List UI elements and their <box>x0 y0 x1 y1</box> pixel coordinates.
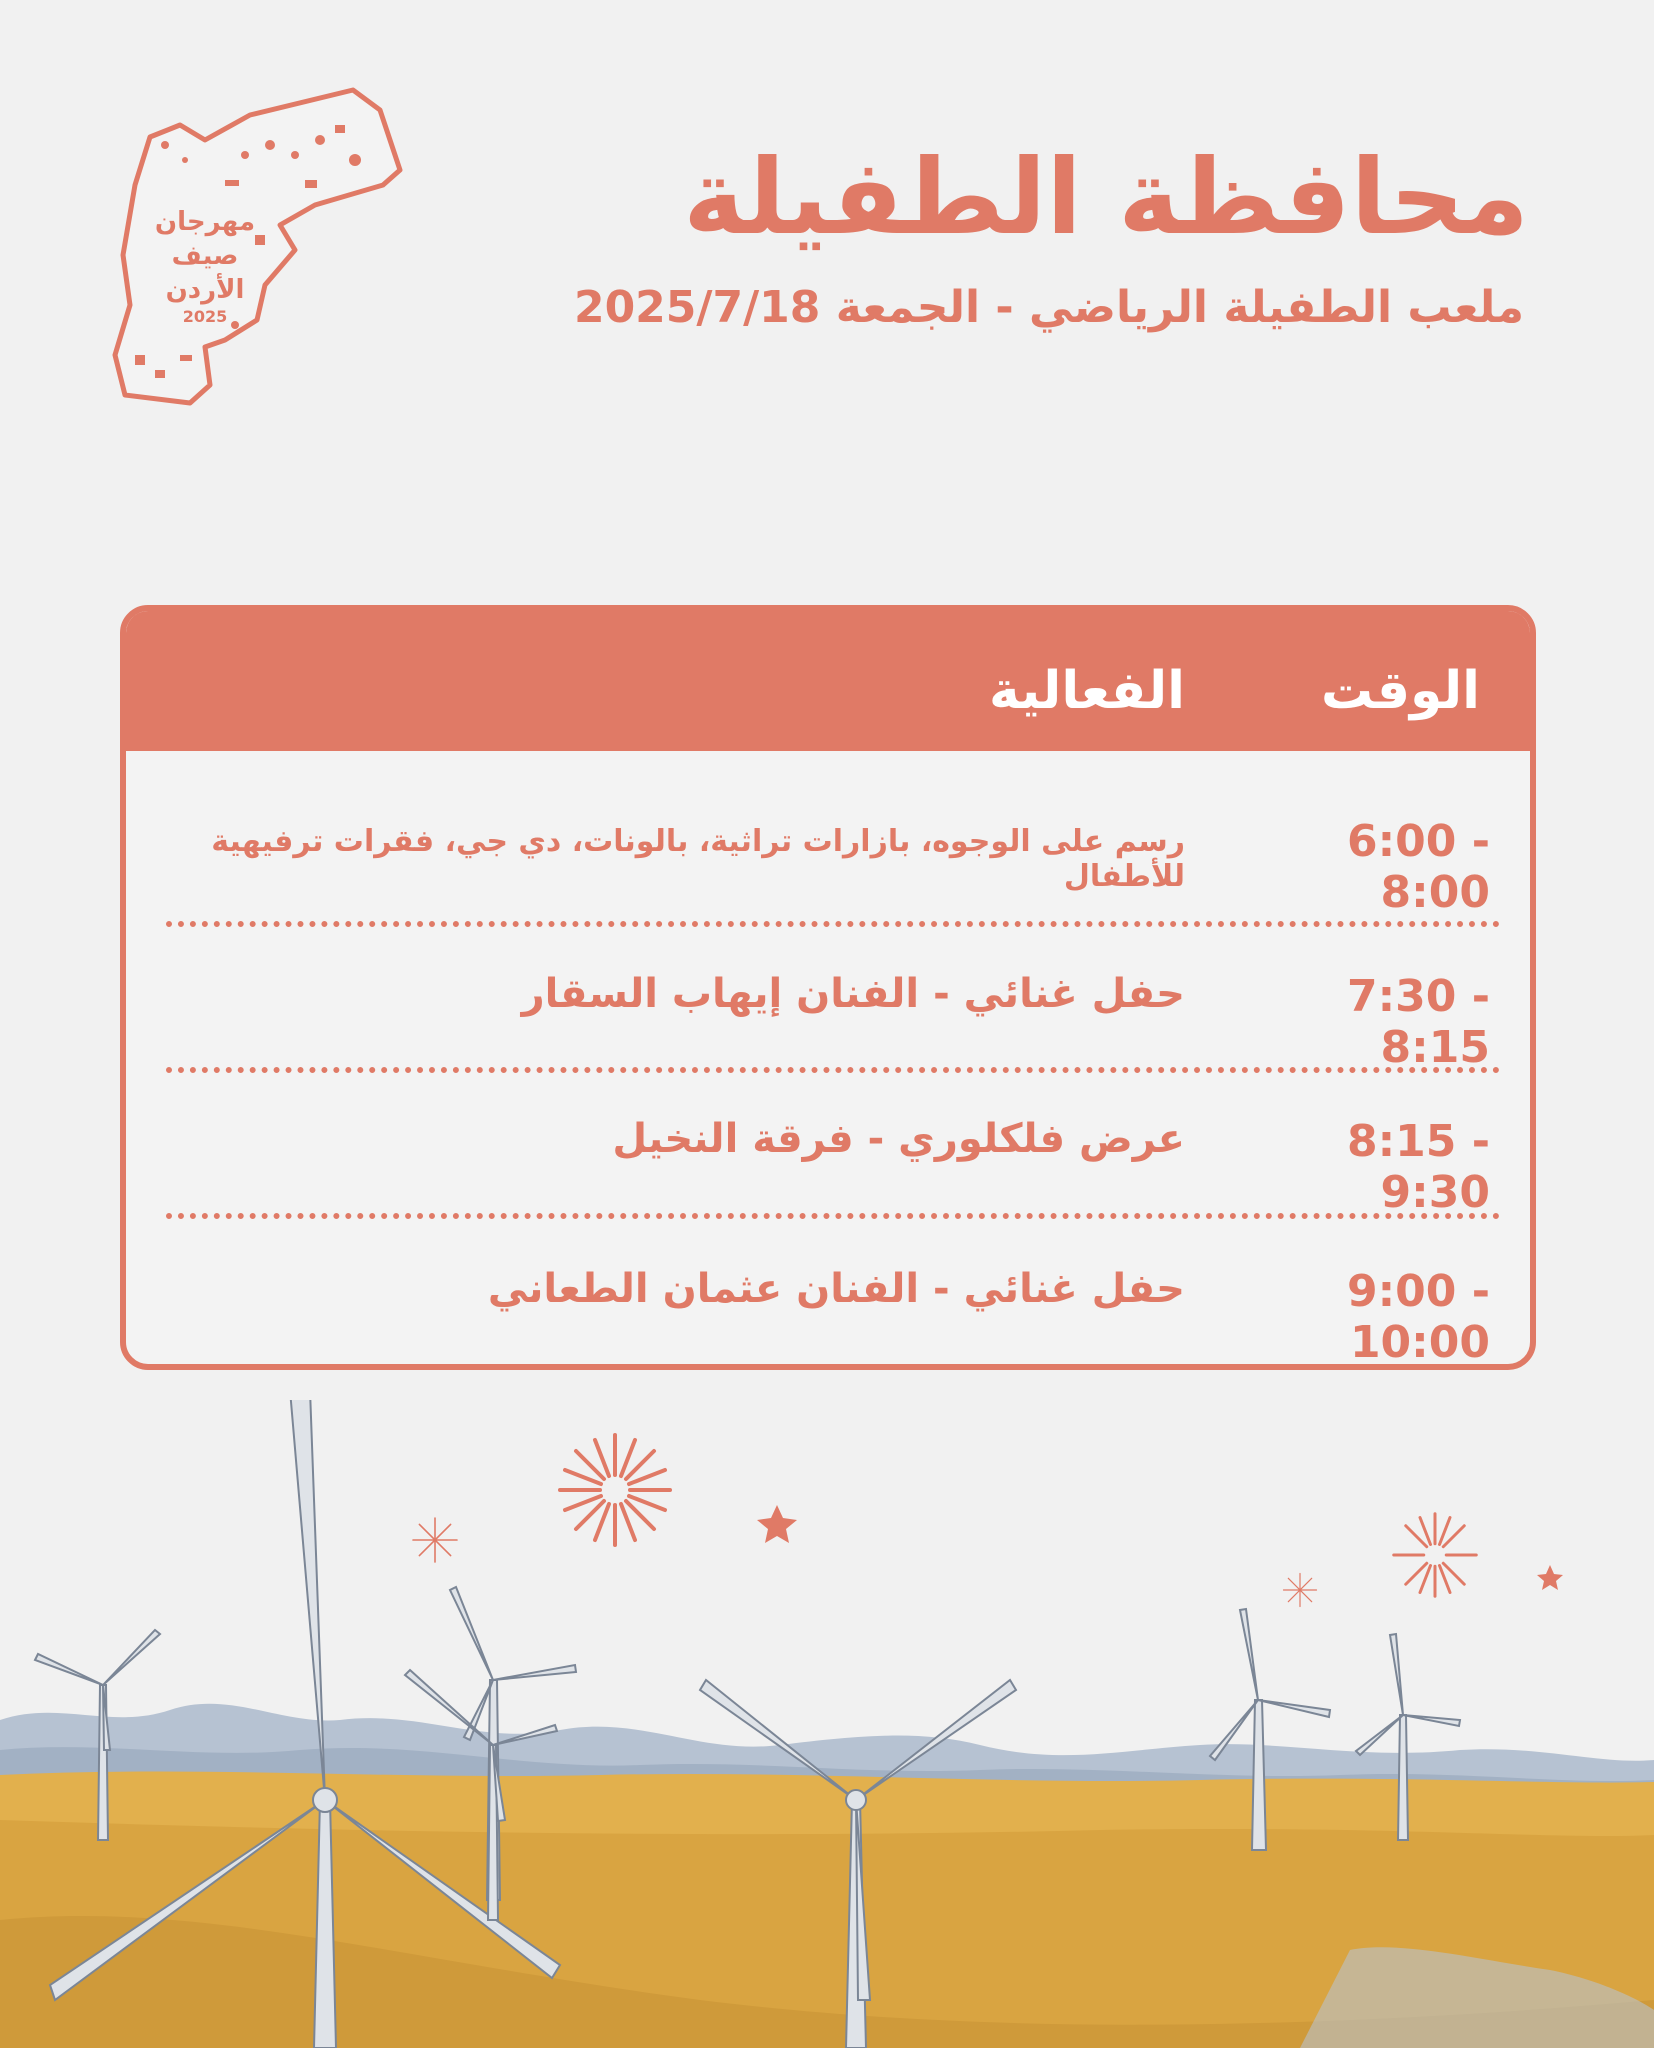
logo-year: 2025 <box>182 307 228 326</box>
row-event: حفل غنائي - الفنان إيهاب السقار <box>521 971 1185 1017</box>
table-row <box>126 1266 1530 1368</box>
page-title: محافظة الطفيلة <box>683 136 1529 258</box>
row-divider <box>166 1067 1500 1073</box>
column-header-time: الوقت <box>1320 661 1480 721</box>
table-row <box>126 1116 1530 1218</box>
row-time: 8:15 - 9:30 <box>1346 1116 1490 1218</box>
row-time: 9:00 - 10:00 <box>1346 1266 1490 1368</box>
row-event: رسم على الوجوه، بازارات تراثية، بالونات، دي جي، فقرات ترفيهية للأطفال <box>211 824 1185 894</box>
row-time: 6:00 - 8:00 <box>1346 816 1490 918</box>
windfarm-landscape-illustration <box>0 1400 1654 2048</box>
column-header-event: الفعالية <box>989 661 1185 721</box>
table-header <box>126 611 1530 751</box>
row-time: 7:30 - 8:15 <box>1346 971 1490 1073</box>
schedule-table <box>120 605 1536 1370</box>
table-row <box>126 816 1530 918</box>
row-event: عرض فلكلوري - فرقة النخيل <box>612 1116 1185 1162</box>
table-row <box>126 971 1530 1073</box>
firework-icon <box>413 1435 1476 1607</box>
logo-line-3: الأردن <box>165 275 245 305</box>
logo-line-1: مهرجان <box>154 207 256 237</box>
row-event: حفل غنائي - الفنان عثمان الطعاني <box>487 1266 1185 1312</box>
row-divider <box>166 921 1500 927</box>
festival-logo <box>105 85 405 410</box>
page-subtitle: ملعب الطفيلة الرياضي - الجمعة 2025/7/18 <box>573 282 1524 333</box>
logo-line-2: صيف <box>171 241 239 271</box>
row-divider <box>166 1213 1500 1219</box>
